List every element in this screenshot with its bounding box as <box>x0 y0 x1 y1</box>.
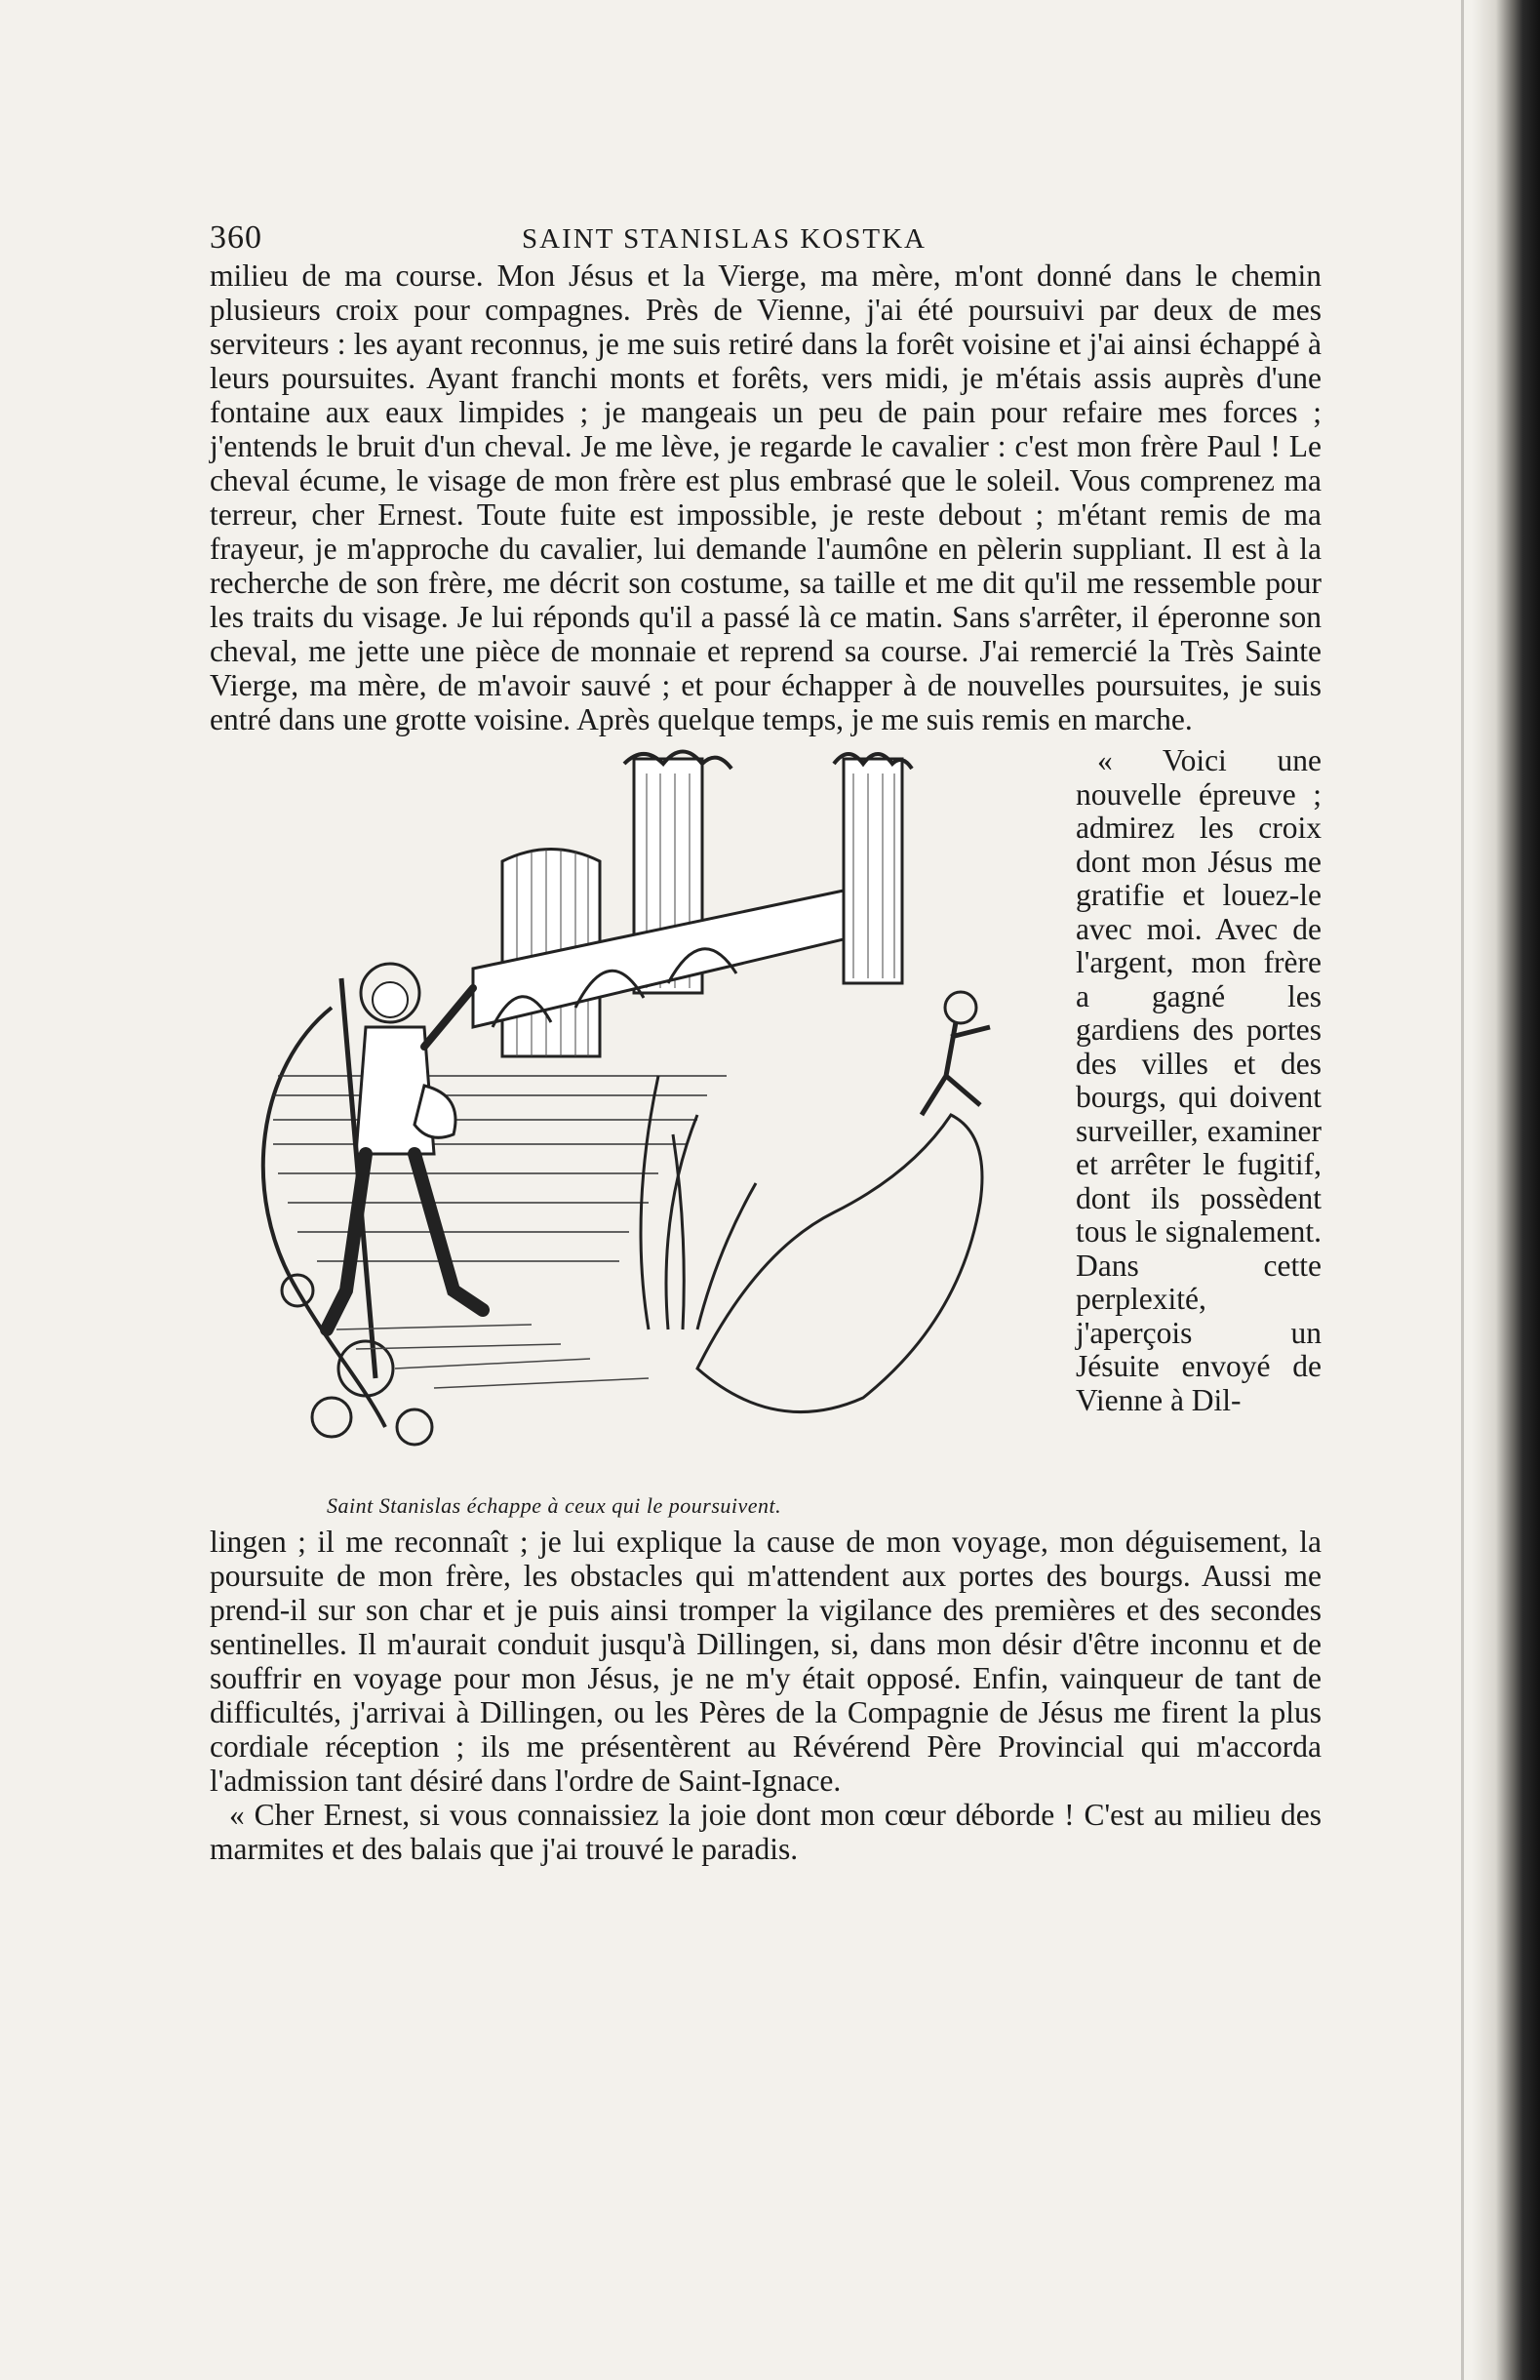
side-column-paragraph: « Voici une nouvelle épreuve ; admirez les croix dont mon Jésus me gratifie et louez-le avec moi. Avec de l'argent, mon frère a gagné les gardiens des portes des villes et des bourgs, qui doivent surveiller, examiner et arrêter le fugitif, dont ils possèdent tous le signalement. Dans cette perplexité, j'aperçois un Jésuite envoyé de Vienne à Dil- <box>1076 743 1322 1417</box>
book-binding-edge <box>1472 0 1540 2380</box>
paragraph-top: milieu de ma course. Mon Jésus et la Vierge, ma mère, m'ont donné dans le chemin plusieurs croix pour compagnes. Près de Vienne, j'ai été poursuivi par deux de mes serviteurs : les ayant reconnus, je me suis retiré dans la forêt voisine et j'ai ainsi échappé à leurs poursuites. Ayant franchi monts et forêts, vers midi, je m'étais assis auprès d'une fontaine aux eaux limpides ; je mangeais un peu de pain pour refaire mes forces ; j'entends le bruit d'un cheval. Je me lève, je regarde le cavalier : c'est mon frère Paul ! Le cheval écume, le visage de mon frère est plus embrasé que le soleil. Vous comprenez ma terreur, cher Ernest. Toute fuite est impossible, je reste debout ; m'étant remis de ma frayeur, je m'approche du cavalier, lui demande l'aumône en pèlerin suppliant. Il est à la recherche de son frère, me décrit son costume, sa taille et me dit qu'il me ressemble pour les traits du visage. Je lui réponds qu'il a passé là ce matin. Sans s'arrêter, il éperonne son cheval, me jette une pièce de monnaie et reprend sa course. J'ai remercié la Très Sainte Vierge, ma mère, de m'avoir sauvé ; et pour échapper à de nouvelles poursuites, je suis entré dans une grotte voisine. Après quelque temps, je me suis remis en marche. <box>210 258 1322 736</box>
page-number: 360 <box>210 219 262 256</box>
castle-bridge-engraving <box>239 744 1073 1466</box>
figure-caption: Saint Stanislas échappe à ceux qui le poursuivent. <box>327 1493 782 1518</box>
engraving-illustration <box>239 744 1073 1466</box>
paragraph-last: « Cher Ernest, si vous connaissiez la joie dont mon cœur déborde ! C'est au milieu des marmites et des balais que j'ai trouvé le paradis. <box>210 1798 1322 1866</box>
running-title: SAINT STANISLAS KOSTKA <box>522 223 927 255</box>
paragraph-bottom: lingen ; il me reconnaît ; je lui explique la cause de mon voyage, mon déguisement, la poursuite de mon frère, les obstacles qui m'attendent aux portes des bourgs. Aussi me prend-il sur son char et je puis ainsi tromper la vigilance des premières et des secondes sentinelles. Il m'aurait conduit jusqu'à Dillingen, si, dans mon désir d'être inconnu et de souffrir en voyage pour mon Jésus, je ne m'y était opposé. Enfin, vainqueur de tant de difficultés, j'arrivai à Dillingen, ou les Pères de la Compagnie de Jésus me firent la plus cordiale réception ; ils me présentèrent au Révérend Père Provincial qui m'accorda l'admission tant désiré dans l'ordre de Saint-Ignace. <box>210 1525 1322 1798</box>
book-page <box>210 200 1322 1866</box>
side-column-text <box>1076 744 1322 1417</box>
figure-row <box>210 744 1322 1525</box>
running-head <box>210 200 1322 258</box>
page-shadow-line <box>1461 0 1464 2380</box>
